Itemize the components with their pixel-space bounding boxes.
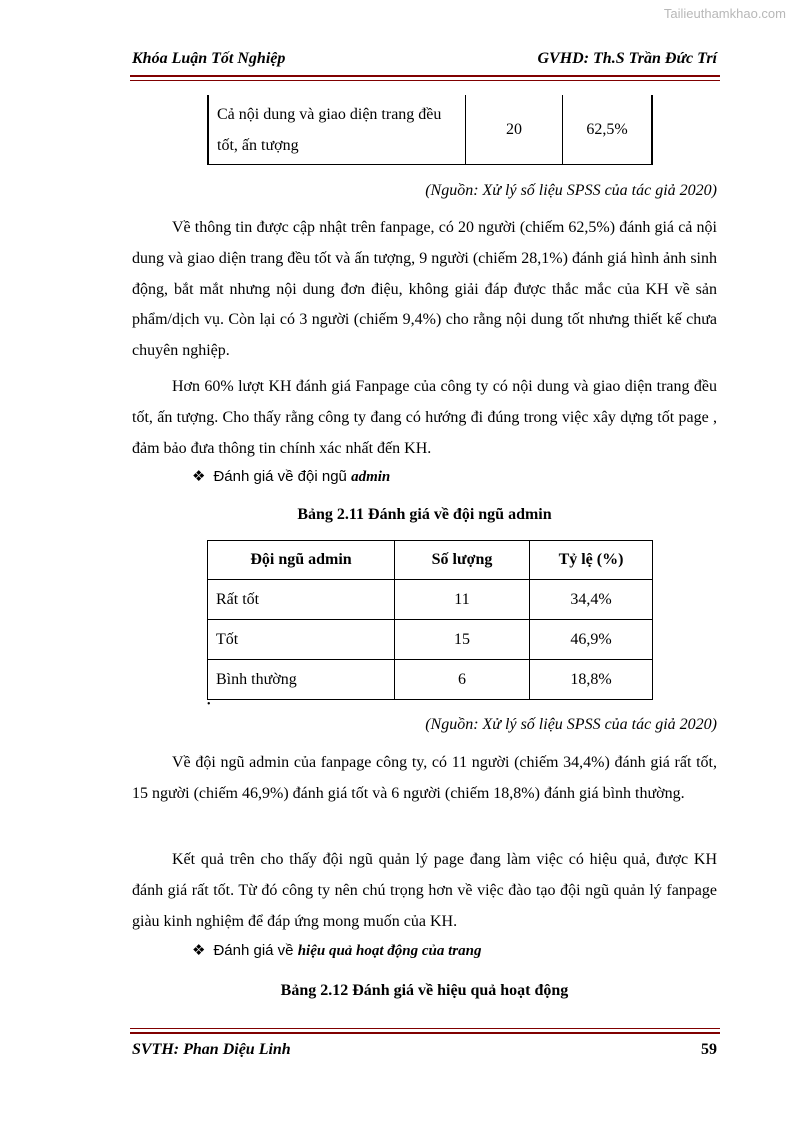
column-header: Tỷ lệ (%) xyxy=(530,541,653,580)
bullet-text: Đánh giá về đội ngũ xyxy=(213,468,352,485)
table-cell-count: 20 xyxy=(466,95,563,165)
paragraph: Về đội ngũ admin của fanpage công ty, có 11 người (chiếm 34,4%) đánh giá rất tốt, 15 người (chiếm 46,9%) đánh giá tốt và 6 người (chiếm 18,8%) đánh giá bình thường. xyxy=(132,754,717,802)
bullet-emphasis: admin xyxy=(351,469,391,485)
footer-author: SVTH: Phan Diệu Linh xyxy=(132,1041,291,1058)
header-title: Khóa Luận Tốt Nghiệp xyxy=(132,50,286,67)
table-caption: Bảng 2.12 Đánh giá về hiệu quả hoạt động xyxy=(280,982,569,999)
table-cell: Tốt xyxy=(208,620,395,660)
bullet-heading xyxy=(192,941,482,960)
paragraph: Hơn 60% lượt KH đánh giá Fanpage của công ty có nội dung và giao diện trang đều tốt, ấn tượng. Cho thấy rằng công ty đang có hướng đi đúng trong việc xây dựng tốt page , đảm bảo đưa thông tin chính xác nhất đến KH. xyxy=(132,378,717,457)
column-header: Đội ngũ admin xyxy=(208,541,395,580)
admin-rating-table xyxy=(207,540,653,700)
page-number: 59 xyxy=(701,1041,717,1058)
source-note: (Nguồn: Xử lý số liệu SPSS của tác giả 2020) xyxy=(425,182,717,199)
table-cell: Bình thường xyxy=(208,660,395,700)
table-row xyxy=(208,580,653,620)
table-cell: 11 xyxy=(395,580,530,620)
table-cell: 46,9% xyxy=(530,620,653,660)
table-cell-percent: 62,5% xyxy=(563,95,653,165)
table-cell-label: Cả nội dung và giao diện trang đều tốt, ấn tượng xyxy=(208,95,466,165)
table-cell: 6 xyxy=(395,660,530,700)
paragraph: Kết quả trên cho thấy đội ngũ quản lý page đang làm việc có hiệu quả, được KH đánh giá rất tốt. Từ đó công ty nên chú trọng hơn về việc đào tạo đội ngũ quản lý fanpage giàu kinh nghiệm để đáp ứng mong muốn của KH. xyxy=(132,851,717,930)
footer-rule-thick xyxy=(130,1032,720,1034)
diamond-bullet-icon: ❖ xyxy=(192,468,206,485)
source-note: (Nguồn: Xử lý số liệu SPSS của tác giả 2020) xyxy=(425,716,717,733)
table-cell: 34,4% xyxy=(530,580,653,620)
page-footer xyxy=(132,1041,717,1059)
header-rule-thin xyxy=(130,80,720,81)
table-caption: Bảng 2.11 Đánh giá về đội ngũ admin xyxy=(297,506,552,523)
header-advisor: GVHD: Th.S Trần Đức Trí xyxy=(537,50,717,67)
column-header: Số lượng xyxy=(395,541,530,580)
bullet-text: Đánh giá về xyxy=(213,942,298,959)
diamond-bullet-icon: ❖ xyxy=(192,942,206,959)
bullet-heading xyxy=(192,467,390,486)
paragraph: Về thông tin được cập nhật trên fanpage, có 20 người (chiếm 62,5%) đánh giá cả nội dung và giao diện trang đều tốt và ấn tượng, 9 người (chiếm 28,1%) đánh giá hình ảnh sinh động, bắt mắt nhưng nội dung đơn điệu, không giải đáp được thắc mắc của KH về sản phẩm/dịch vụ. Còn lại có 3 người (chiếm 9,4%) cho rằng nội dung tốt nhưng thiết kế chưa chuyên nghiệp. xyxy=(132,219,717,360)
header-rule-thick xyxy=(130,75,720,77)
bullet-emphasis: hiệu quả hoạt động của trang xyxy=(297,943,482,959)
page-header xyxy=(132,50,717,68)
table-cell: Rất tốt xyxy=(208,580,395,620)
stray-dot: • xyxy=(207,699,211,710)
watermark: Tailieuthamkhao.com xyxy=(663,6,786,21)
table-row xyxy=(208,620,653,660)
continued-table xyxy=(207,95,653,165)
table-row xyxy=(208,95,652,165)
footer-rule-thin xyxy=(130,1028,720,1029)
table-row xyxy=(208,660,653,700)
table-cell: 18,8% xyxy=(530,660,653,700)
table-header-row xyxy=(208,541,653,580)
table-cell: 15 xyxy=(395,620,530,660)
